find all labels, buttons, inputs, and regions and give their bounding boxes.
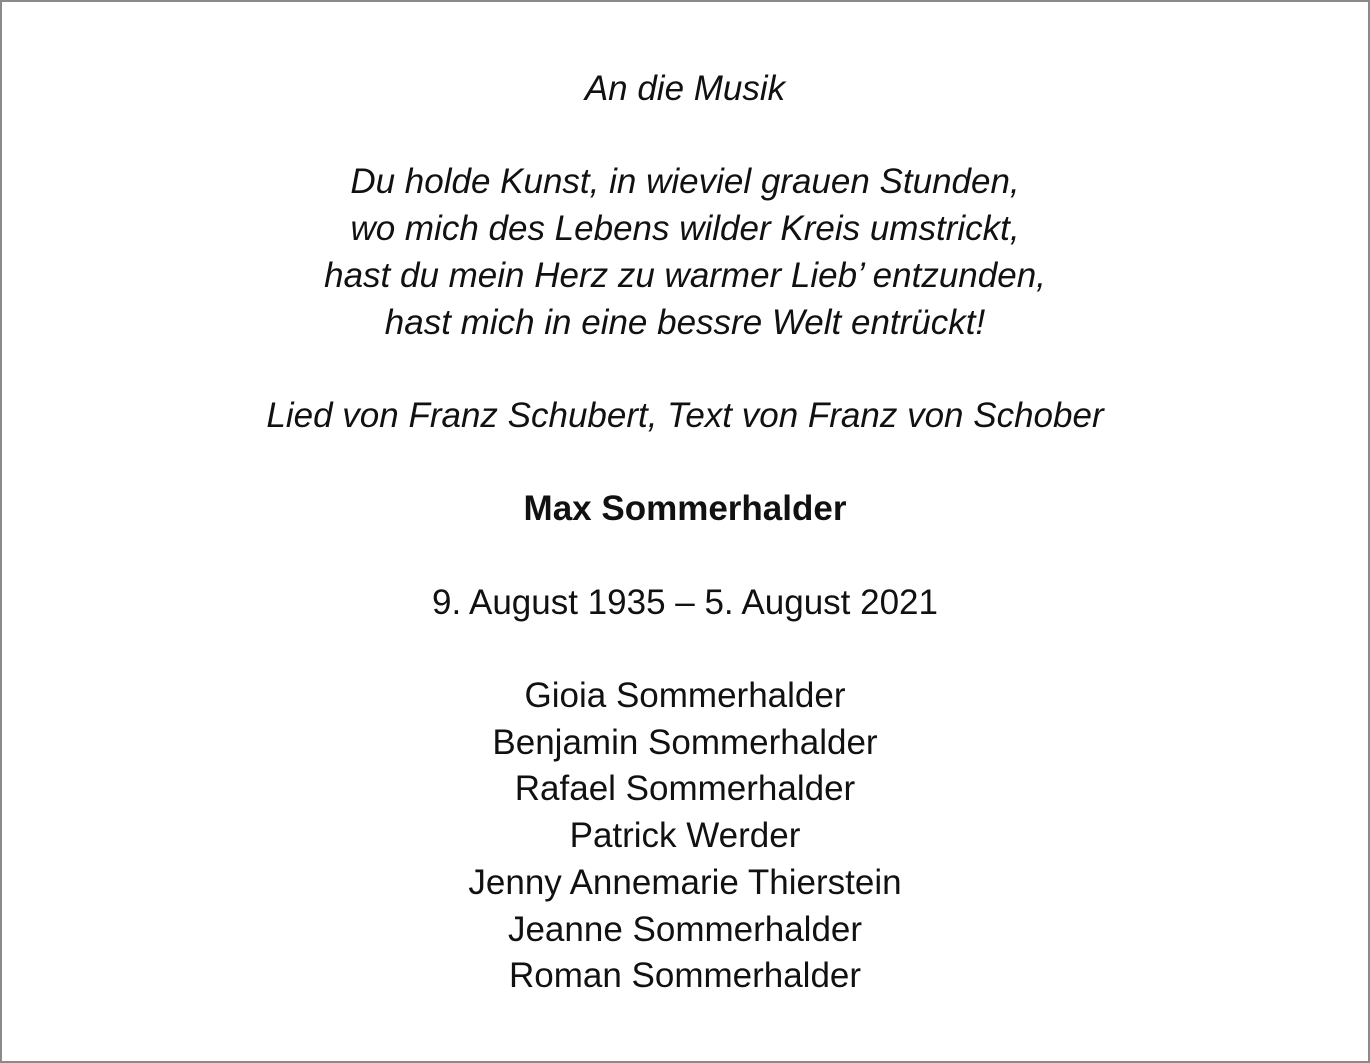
mourner-name: Rafael Sommerhalder (514, 769, 856, 809)
poem-line: hast mich in eine bessre Welt entrückt! (384, 302, 986, 342)
poem-line: Du holde Kunst, in wieviel grauen Stunden, (350, 162, 1020, 202)
mourner-name: Jeanne Sommerhalder (507, 909, 863, 949)
mourner-name: Roman Sommerhalder (508, 956, 862, 996)
mourners-list (2, 673, 1368, 1000)
poem-line: hast du mein Herz zu warmer Lieb’ entzunden, (324, 255, 1046, 295)
life-dates: 9. August 1935 – 5. August 2021 (432, 582, 938, 622)
obituary-content (2, 66, 1368, 1000)
spacer (2, 346, 1368, 393)
mourner-name: Patrick Werder (569, 816, 801, 856)
spacer (2, 533, 1368, 580)
poem-line: wo mich des Lebens wilder Kreis umstrickt, (350, 209, 1020, 249)
mourner-name: Jenny Annemarie Thierstein (468, 862, 902, 902)
spacer (2, 626, 1368, 673)
spacer (2, 440, 1368, 487)
deceased-name: Max Sommerhalder (523, 489, 847, 529)
poem-title: An die Musik (584, 69, 786, 108)
mourner-name: Benjamin Sommerhalder (492, 722, 878, 762)
poem-credit: Lied von Franz Schubert, Text von Franz von Schober (266, 395, 1104, 435)
poem-stanza (2, 159, 1368, 346)
spacer (2, 113, 1368, 160)
mourner-name: Gioia Sommerhalder (524, 676, 846, 716)
